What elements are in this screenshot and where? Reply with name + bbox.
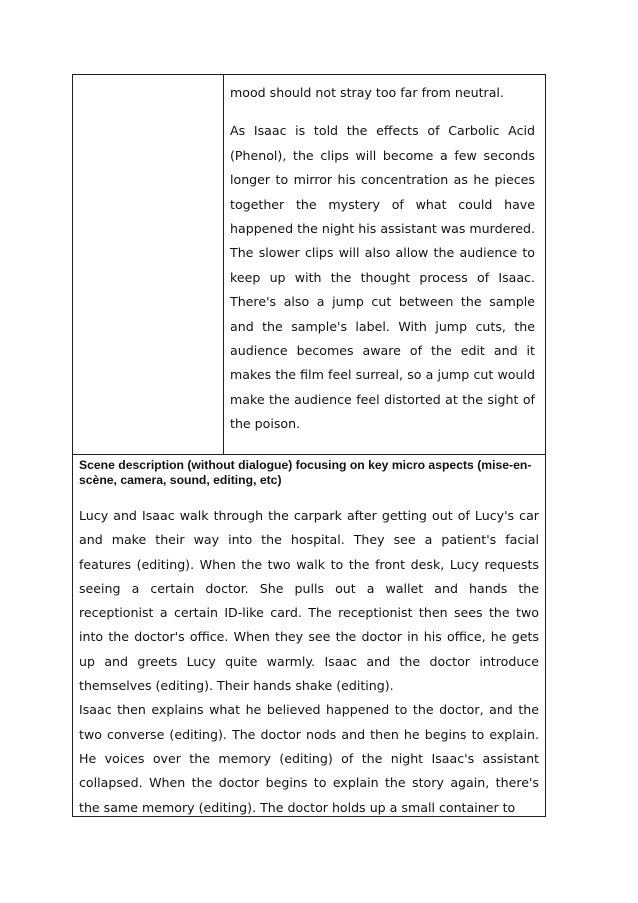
- table-row-top: [72, 74, 546, 454]
- table-row-scene-description: [72, 454, 546, 817]
- scene-description-heading: Scene description (without dialogue) focusing on key micro aspects (mise-en-scène, camera, sound, editing, etc): [79, 458, 532, 487]
- editing-notes-cell: [224, 75, 545, 454]
- notes-paragraph-2: As Isaac is told the effects of Carbolic Acid (Phenol), the clips will become a few seconds longer to mirror his concentration as he pieces together the mystery of what could have happened the night his assistant was murdered. The slower clips will also allow the audience to keep up with the thought process of Isaac. There's also a jump cut between the sample and the sample's label. With jump cuts, the audience becomes aware of the edit and it makes the film feel surreal, so a jump cut would make the audience feel distorted at the sight of the poison.: [230, 123, 535, 432]
- scene-paragraph-2: Isaac then explains what he believed happened to the doctor, and the two converse (editing). The doctor nods and then he begins to explain. He voices over the memory (editing) of the night Isaac's assistant collapsed. When the doctor begins to explain the story again, there's the same memory (editing). The doctor holds up a small container to: [79, 702, 539, 815]
- empty-left-cell: [73, 75, 224, 454]
- scene-paragraph-1: Lucy and Isaac walk through the carpark after getting out of Lucy's car and make their way into the hospital. They see a patient's facial features (editing). When the two walk to the front desk, Lucy requests seeing a certain doctor. She pulls out a wallet and hands the receptionist a certain ID-like card. The receptionist then sees the two into the doctor's office. When they see the doctor in his office, he gets up and greets Lucy quite warmly. Isaac and the doctor introduce themselves (editing). Their hands shake (editing).: [79, 508, 539, 694]
- notes-paragraph-1: mood should not stray too far from neutral.: [230, 85, 504, 100]
- document-table: [72, 74, 546, 817]
